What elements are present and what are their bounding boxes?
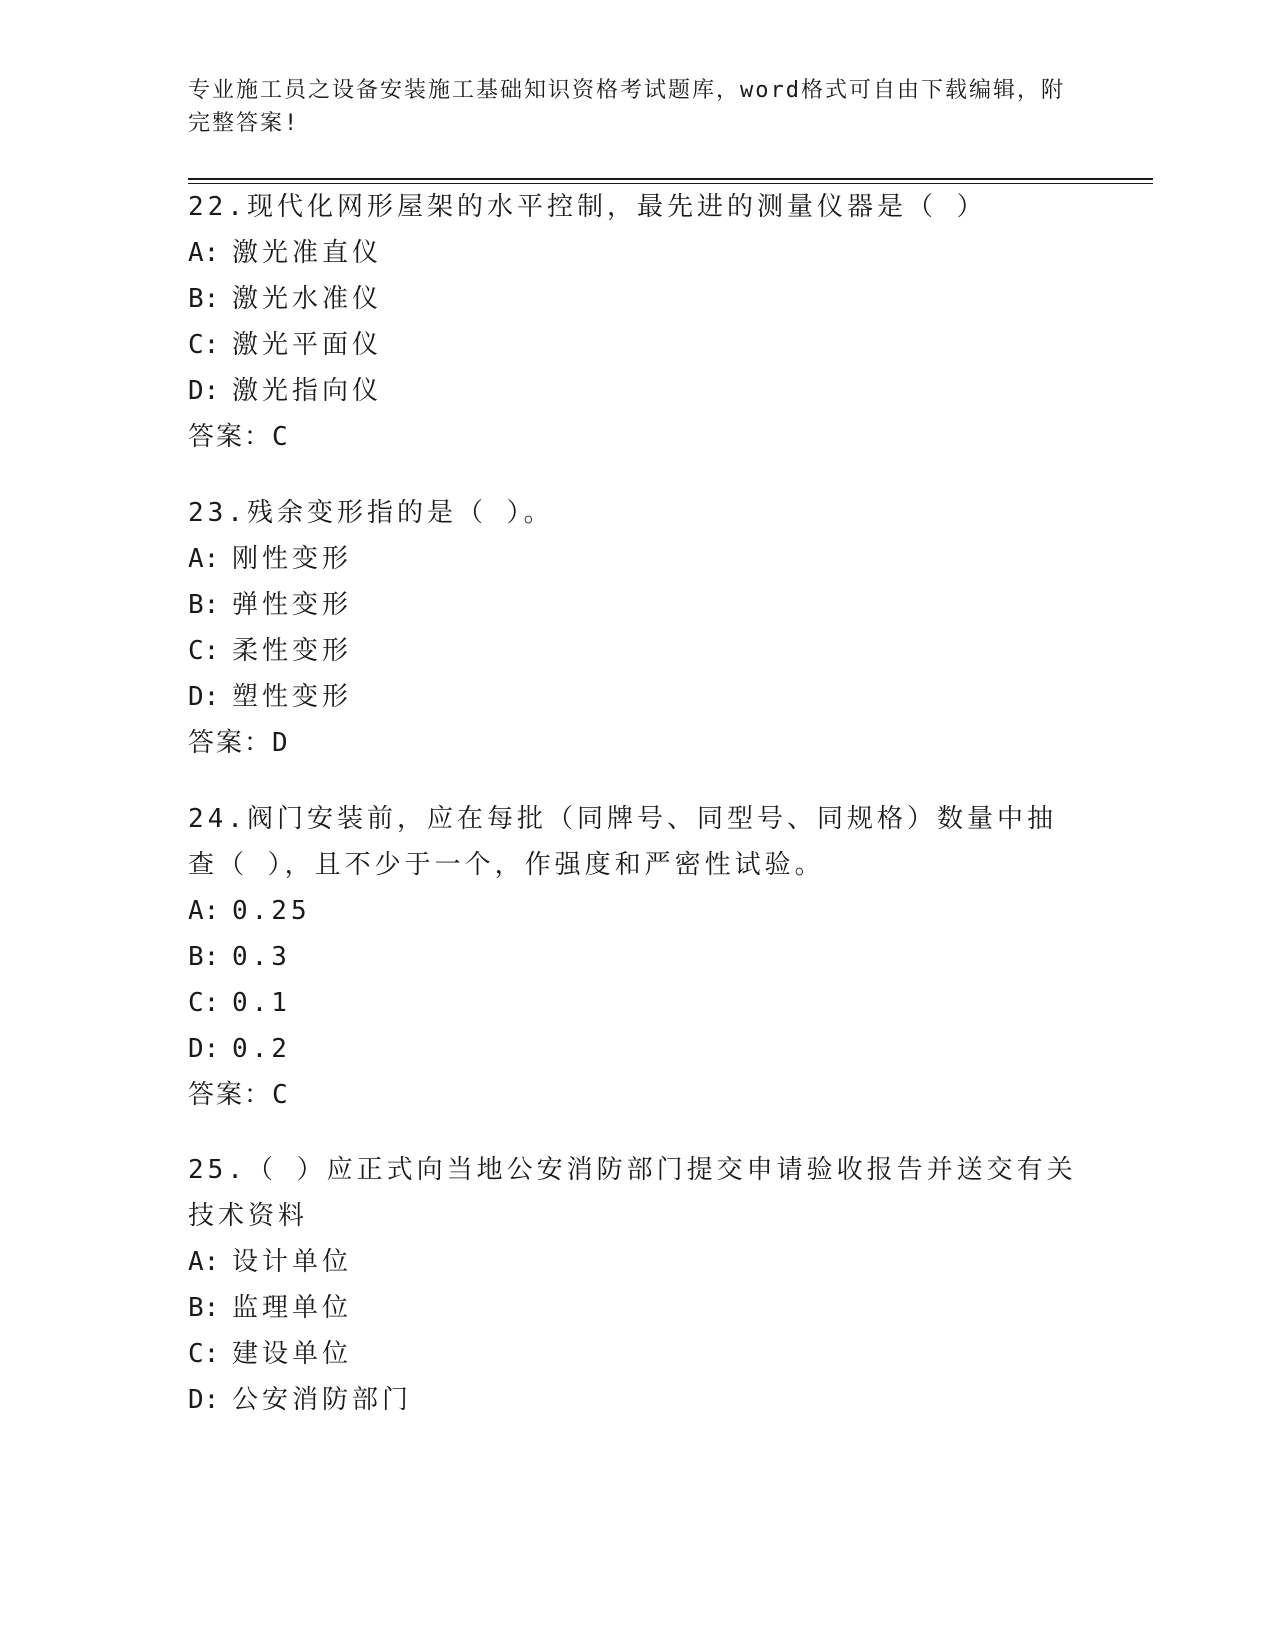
option-c [188, 980, 1078, 1026]
option-text: 塑性变形 [232, 682, 353, 712]
question-stem: 22.现代化网形屋架的水平控制，最先进的测量仪器是（ ） [188, 192, 987, 222]
option-c [188, 1331, 1078, 1377]
answer-value: C [272, 422, 290, 452]
question-25 [188, 1147, 1078, 1423]
option-key: D: [188, 376, 220, 406]
option-b [188, 582, 1078, 628]
answer-line [188, 414, 1078, 460]
document-header: 专业施工员之设备安装施工基础知识资格考试题库，word格式可自由下载编辑，附完整答案! [188, 78, 1065, 136]
question-stem: 23.残余变形指的是（ ）。 [188, 498, 554, 528]
option-key: B: [188, 284, 220, 314]
option-key: C: [188, 636, 220, 666]
option-text: 激光平面仪 [232, 330, 383, 360]
option-d [188, 368, 1078, 414]
option-key: B: [188, 1293, 220, 1323]
option-key: A: [188, 1247, 220, 1277]
question-stem: 24.阀门安装前，应在每批（同牌号、同型号、同规格）数量中抽查（ ），且不少于一个，作强度和严密性试验。 [188, 804, 1057, 880]
option-text: 0.1 [232, 988, 291, 1018]
option-key: C: [188, 988, 220, 1018]
answer-label: 答案： [188, 728, 273, 758]
option-text: 激光指向仪 [232, 376, 383, 406]
option-text: 激光水准仪 [232, 284, 383, 314]
option-key: A: [188, 896, 220, 926]
option-text: 激光准直仪 [232, 238, 383, 268]
option-a [188, 1239, 1078, 1285]
option-key: D: [188, 682, 220, 712]
option-key: C: [188, 330, 220, 360]
answer-label: 答案： [188, 422, 273, 452]
option-a [188, 536, 1078, 582]
option-text: 0.3 [232, 942, 291, 972]
option-key: A: [188, 544, 220, 574]
option-text: 弹性变形 [232, 590, 353, 620]
option-b [188, 1285, 1078, 1331]
option-text: 公安消防部门 [232, 1385, 413, 1415]
option-text: 建设单位 [232, 1339, 353, 1369]
header-divider-thick [188, 178, 1153, 180]
option-text: 0.25 [232, 896, 311, 926]
question-stem: 25.（ ）应正式向当地公安消防部门提交申请验收报告并送交有关技术资料 [188, 1155, 1077, 1231]
option-c [188, 322, 1078, 368]
answer-value: C [272, 1080, 290, 1110]
question-24 [188, 796, 1078, 1118]
option-d [188, 674, 1078, 720]
option-d [188, 1377, 1078, 1423]
option-b [188, 934, 1078, 980]
option-key: C: [188, 1339, 220, 1369]
answer-line [188, 720, 1078, 766]
answer-label: 答案： [188, 1080, 273, 1110]
option-text: 监理单位 [232, 1293, 353, 1323]
option-text: 0.2 [232, 1034, 291, 1064]
option-key: B: [188, 590, 220, 620]
option-text: 柔性变形 [232, 636, 353, 666]
option-a [188, 888, 1078, 934]
question-23 [188, 490, 1078, 766]
option-d [188, 1026, 1078, 1072]
option-key: A: [188, 238, 220, 268]
option-key: D: [188, 1385, 220, 1415]
question-22 [188, 184, 1078, 460]
answer-line [188, 1072, 1078, 1118]
option-key: B: [188, 942, 220, 972]
option-b [188, 276, 1078, 322]
answer-value: D [272, 728, 290, 758]
option-key: D: [188, 1034, 220, 1064]
option-c [188, 628, 1078, 674]
option-text: 刚性变形 [232, 544, 353, 574]
option-a [188, 230, 1078, 276]
option-text: 设计单位 [232, 1247, 353, 1277]
